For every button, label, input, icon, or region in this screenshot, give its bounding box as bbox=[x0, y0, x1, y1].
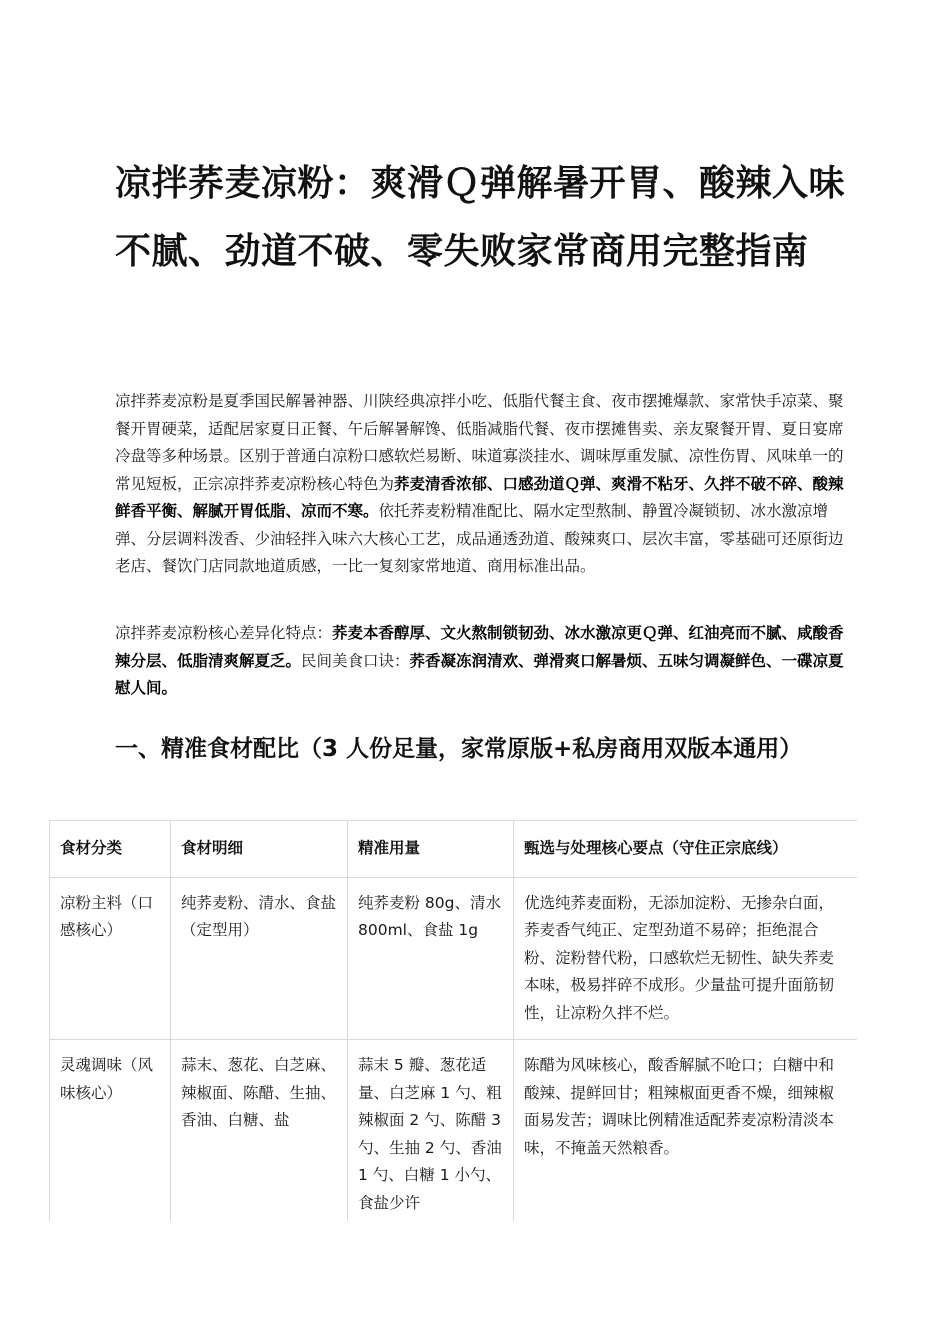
table-header-items: 食材明细 bbox=[171, 821, 348, 878]
table-header-amount: 精准用量 bbox=[348, 821, 514, 878]
table-cell-notes: 陈醋为风味核心，酸香解腻不呛口；白糖中和酸辣、提鲜回甘；粗辣椒面更香不燥，细辣椒面易发苦；调味比例精准适配荞麦凉粉清淡本味，不掩盖天然粮香。 bbox=[514, 1040, 858, 1222]
intro2-bold-1: 荞麦本香醇厚、文火熬制锁韧劲、冰水激凉更Ｑ弹、红油亮而不腻、咸酸香辣分层、低脂清爽解夏乏。 bbox=[115, 624, 844, 670]
intro1-text-2: 依托荞麦粉精准配比、隔水定型熬制、静置冷凝锁韧、冰水激凉增弹、分层调料泼香、少油轻拌入味六大核心工艺，成品通透劲道、酸辣爽口、层次丰富，零基础可还原街边老店、餐饮门店同款地道质感，一比一复刻家常地道、商用标准出品。 bbox=[115, 502, 844, 575]
table-cell-category: 凉粉主料（口感核心） bbox=[50, 877, 171, 1040]
table-cell-amount: 纯荞麦粉 80g、清水 800ml、食盐 1g bbox=[348, 877, 514, 1040]
intro2-bold-2: 荞香凝冻润清欢、弹滑爽口解暑烦、五味匀调凝鲜色、一碟凉夏慰人间。 bbox=[115, 651, 844, 697]
table-header-row bbox=[50, 821, 858, 878]
table-cell-category: 灵魂调味（风味核心） bbox=[50, 1040, 171, 1222]
table-row bbox=[50, 877, 858, 1040]
table-cell-items: 纯荞麦粉、清水、食盐（定型用） bbox=[171, 877, 348, 1040]
table-cell-notes: 优选纯荞麦面粉，无添加淀粉、无掺杂白面，荞麦香气纯正、定型劲道不易碎；拒绝混合粉、淀粉替代粉，口感软烂无韧性、缺失荞麦本味，极易拌碎不成形。少量盐可提升面筋韧性，让凉粉久拌不烂。 bbox=[514, 877, 858, 1040]
section-heading-ingredients: 一、精准食材配比（3 人份足量，家常原版+私房商用双版本通用） bbox=[115, 736, 803, 762]
table-cell-items: 蒜末、葱花、白芝麻、辣椒面、陈醋、生抽、香油、白糖、盐 bbox=[171, 1040, 348, 1222]
ingredients-table-container bbox=[49, 820, 857, 1221]
intro1-bold-1: 荞麦清香浓郁、口感劲道Ｑ弹、爽滑不粘牙、久拌不破不碎、酸辣鲜香平衡、解腻开胃低脂、凉而不寒。 bbox=[115, 474, 844, 520]
page-title: 凉拌荞麦凉粉：爽滑Ｑ弹解暑开胃、酸辣入味不腻、劲道不破、零失败家常商用完整指南 bbox=[115, 163, 846, 272]
table-header-notes: 甄选与处理核心要点（守住正宗底线） bbox=[514, 821, 858, 878]
intro-paragraph-1 bbox=[115, 388, 845, 581]
intro1-text-1: 凉拌荞麦凉粉是夏季国民解暑神器、川陕经典凉拌小吃、低脂代餐主食、夜市摆摊爆款、家常快手凉菜、聚餐开胃硬菜，适配居家夏日正餐、午后解暑解馋、低脂减脂代餐、夜市摆摊售卖、亲友聚餐开胃、夏日宴席冷盘等多种场景。区别于普通白凉粉口感软烂易断、味道寡淡挂水、调味厚重发腻、凉性伤胃、风味单一的常见短板，正宗凉拌荞麦凉粉核心特色为 bbox=[115, 392, 844, 493]
table-row bbox=[50, 1040, 858, 1222]
intro-paragraph-2 bbox=[115, 620, 845, 703]
table-cell-amount: 蒜末 5 瓣、葱花适量、白芝麻 1 勺、粗辣椒面 2 勺、陈醋 3 勺、生抽 2 勺、香油 1 勺、白糖 1 小勺、食盐少许 bbox=[348, 1040, 514, 1222]
intro2-text-1: 凉拌荞麦凉粉核心差异化特点： bbox=[115, 624, 333, 642]
ingredients-table bbox=[49, 820, 857, 1221]
table-header-category: 食材分类 bbox=[50, 821, 171, 878]
intro2-text-2: 民间美食口诀： bbox=[301, 651, 410, 670]
